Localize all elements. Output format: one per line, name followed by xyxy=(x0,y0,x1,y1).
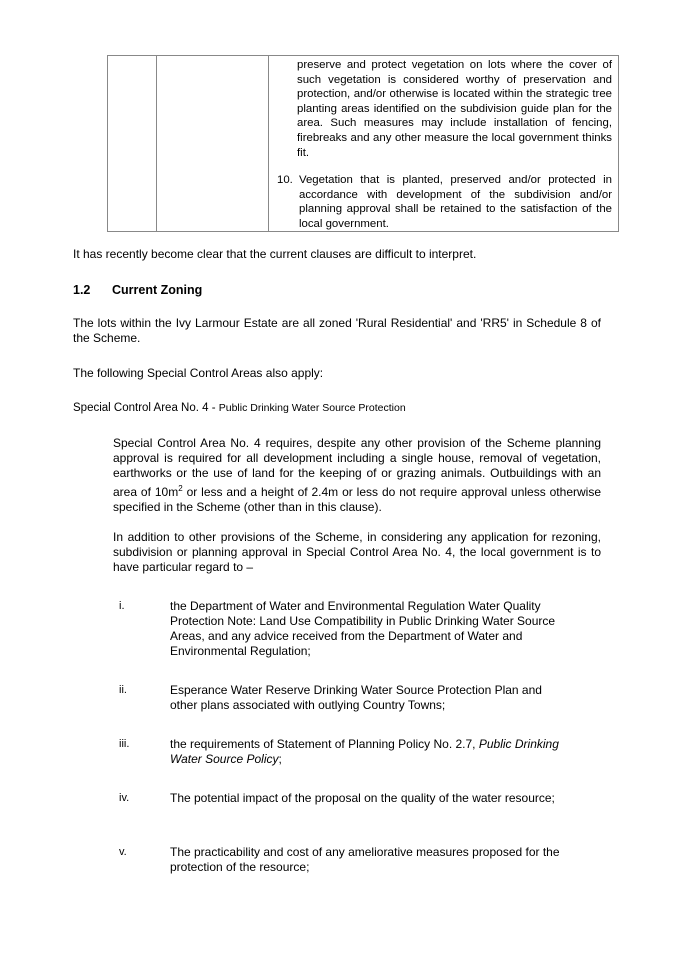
list-item-number: ii. xyxy=(119,684,127,696)
clause-item-number: 10. xyxy=(277,174,293,186)
paragraph-zoning: The lots within the Ivy Larmour Estate are all zoned 'Rural Residential' and 'RR5' in Schedule 8 of the Scheme. xyxy=(73,316,601,345)
list-item-text-b: ; xyxy=(278,752,282,766)
sca-heading-sub: Public Drinking Water Source Protection xyxy=(218,402,406,414)
sca-para1-b: or less and a height of 2.4m or less do not require approval unless otherwise specified in the Scheme (other than in this clause). xyxy=(113,485,601,514)
sca-paragraph-1 xyxy=(113,436,601,515)
sca-para1-sup: 2 xyxy=(178,484,183,493)
sca-paragraph-2: In addition to other provisions of the Scheme, in considering any application for rezoning, subdivision or planning approval in Special Control Area No. 4, the local government is to have particular regard to – xyxy=(113,530,601,574)
list-item-number: v. xyxy=(119,846,127,858)
sca-para1-a: Special Control Area No. 4 requires, despite any other provision of the Scheme planning approval is required for all development including a single house, removal of vegetation, earthworks or the use of land for the keeping of or grazing animals. Outbuildings with an area of 10m xyxy=(113,436,601,499)
section-number: 1.2 xyxy=(73,283,91,297)
sca-heading-main: Special Control Area No. 4 - xyxy=(73,402,216,414)
section-heading xyxy=(73,283,202,297)
sca-heading xyxy=(73,402,406,414)
paragraph-difficult: It has recently become clear that the current clauses are difficult to interpret. xyxy=(73,247,477,261)
list-item-text: Esperance Water Reserve Drinking Water Source Protection Plan and other plans associated with outlying Country Towns; xyxy=(170,683,542,712)
list-item-number: i. xyxy=(119,600,125,612)
paragraph-special-control: The following Special Control Areas also apply: xyxy=(73,366,324,380)
continued-clause-text: preserve and protect vegetation on lots where the cover of such vegetation is considered worthy of preservation and protection, and/or otherwise is located within the strategic tree planting areas identified on the subdivision guide plan for the area. Such measures may include installation of fencing, firebreaks and any other measure the local government thinks fit. xyxy=(297,59,612,159)
clause-item-text: Vegetation that is planted, preserved and/or protected in accordance with development of the subdivision and/or planning approval shall be retained to the satisfaction of the local government. xyxy=(299,174,612,230)
table-cell-2 xyxy=(157,56,269,231)
list-item-text-em: Public Drinking Water Source Policy xyxy=(170,737,559,766)
list-item-number: iii. xyxy=(119,738,130,750)
table-cell-1 xyxy=(108,56,157,231)
list-item-text: The practicability and cost of any ameliorative measures proposed for the protection of the resource; xyxy=(170,845,560,874)
list-item-number: iv. xyxy=(119,792,130,804)
list-item-text xyxy=(170,737,570,767)
list-item-text: the Department of Water and Environmental Regulation Water Quality Protection Note: Land Use Compatibility in Public Drinking Water Source Areas, and any advice received from the Department of Water and Environmental Regulation; xyxy=(170,599,556,658)
list-item-text: The potential impact of the proposal on the quality of the water resource; xyxy=(170,791,555,805)
table-cell-3 xyxy=(269,56,618,231)
clause-table xyxy=(107,55,619,232)
list-item-text-a: the requirements of Statement of Planning Policy No. 2.7, xyxy=(170,737,479,751)
section-title: Current Zoning xyxy=(112,283,203,297)
